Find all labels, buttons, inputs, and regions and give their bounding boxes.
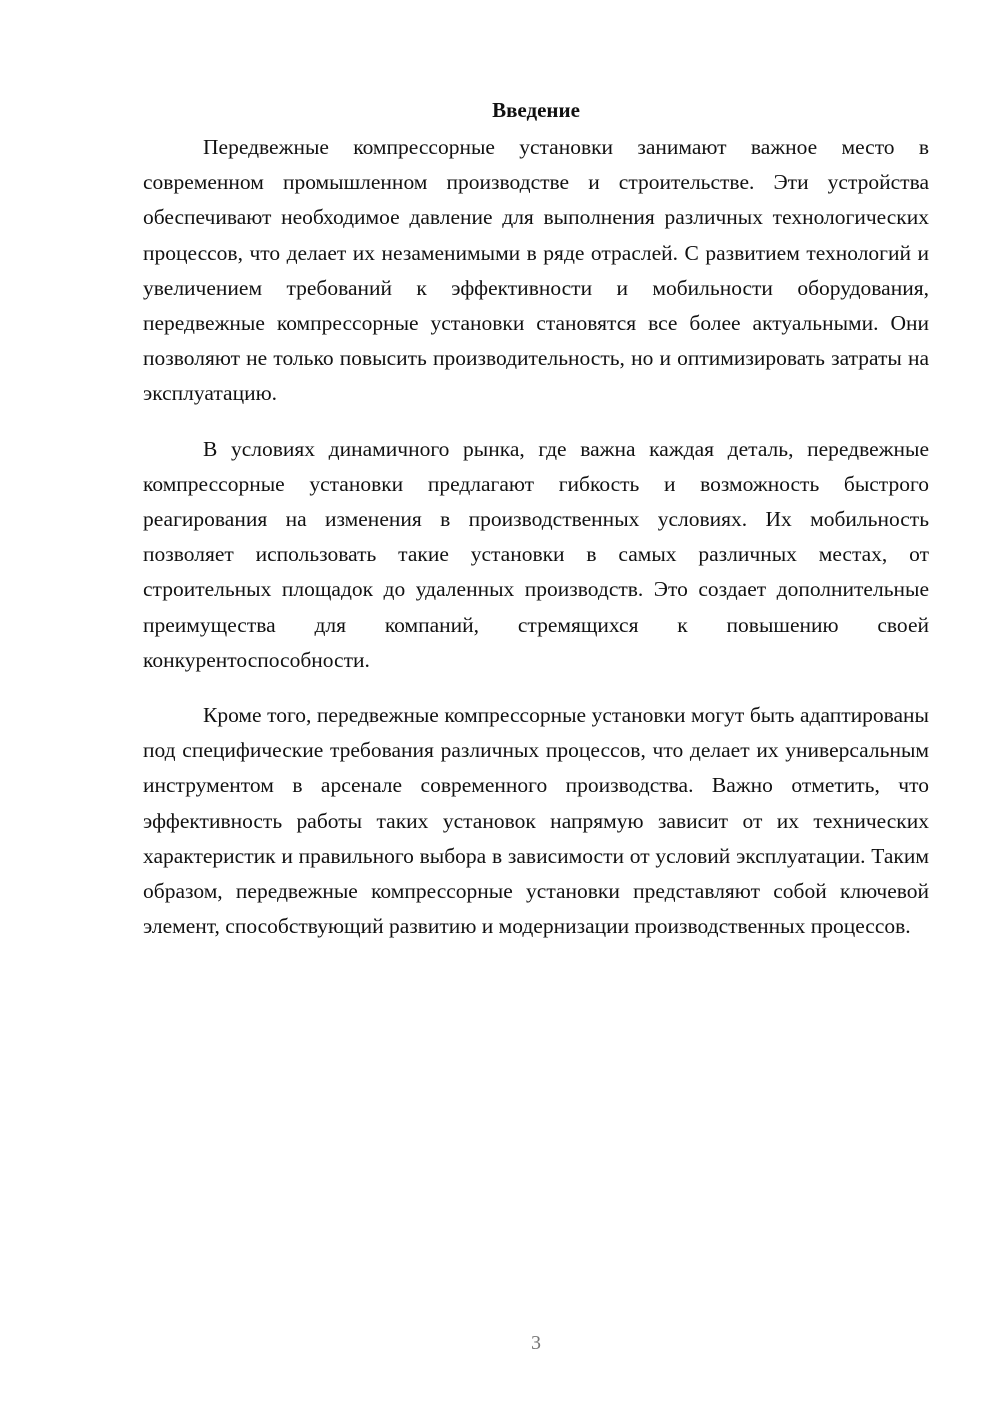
paragraph-2: В условиях динамичного рынка, где важна каждая деталь, передвежные компрессорные установки предлагают гибкость и возможность быстрого реагирования на изменения в производственных условиях. Их мобильность позволяет использовать такие установки в самых различных местах, от строительных площадок до удаленных производств. Это создает дополнительные преимущества для компаний, стремящихся к повышению своей конкурентоспособности. bbox=[143, 436, 929, 672]
paragraph-3: Кроме того, передвежные компрессорные установки могут быть адаптированы под специфические требования различных процессов, что делает их универсальным инструментом в арсенале современного производства. Важно отметить, что эффективность работы таких установок напрямую зависит от их технических характеристик и правильного выбора в зависимости от условий эксплуатации. Таким образом, передвежные компрессорные установки представляют собой ключевой элемент, способствующий развитию и модернизации производственных процессов. bbox=[143, 703, 929, 939]
paragraph-1: Передвежные компрессорные установки занимают важное место в современном промышленном производстве и строительстве. Эти устройства обеспечивают необходимое давление для выполнения различных технологических процессов, что делает их незаменимыми в ряде отраслей. С развитием технологий и увеличением требований к эффективности и мобильности оборудования, передвежные компрессорные установки становятся все более актуальными. Они позволяют не только повысить производительность, но и оптимизировать затраты на эксплуатацию. bbox=[143, 135, 929, 406]
page-content bbox=[143, 92, 929, 964]
page-number: 3 bbox=[531, 1332, 541, 1354]
section-heading: Введение bbox=[492, 98, 580, 122]
